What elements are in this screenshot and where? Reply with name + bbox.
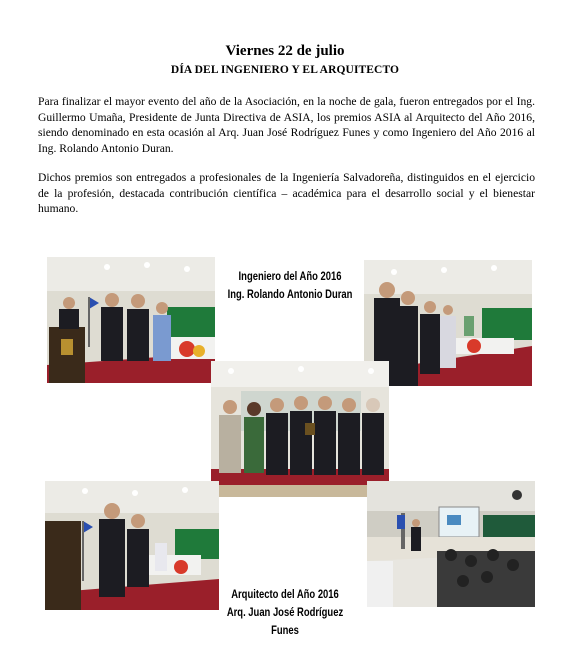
caption-architect bbox=[215, 586, 354, 640]
photo-award-handover bbox=[364, 260, 532, 386]
photo-award-architect bbox=[45, 481, 219, 610]
page-title: Viernes 22 de julio bbox=[225, 43, 345, 59]
caption-architect-title: Arquitecto del Año 2016 bbox=[231, 589, 339, 601]
photo-award-podium bbox=[47, 257, 215, 383]
photo-presentation bbox=[367, 481, 535, 607]
caption-engineer-title: Ingeniero del Año 2016 bbox=[238, 271, 342, 283]
paragraph-description: Dichos premios son entregados a profesionales de la Ingeniería Salvadoreña, distinguidos en el ejercicio de la profesión, destacada contribución científica – académica para el desarrollo social y el bienestar humano. bbox=[38, 171, 535, 216]
photo-group bbox=[211, 361, 389, 497]
caption-engineer bbox=[220, 268, 359, 304]
caption-engineer-name: Ing. Rolando Antonio Duran bbox=[227, 289, 353, 301]
page-subtitle: DÍA DEL INGENIERO Y EL ARQUITECTO bbox=[170, 64, 400, 76]
caption-architect-name: Arq. Juan José Rodríguez Funes bbox=[226, 607, 344, 637]
paragraph-intro: Para finalizar el mayor evento del año de la Asociación, en la noche de gala, fueron entregados por el Ing. Guillermo Umaña, Presidente de Junta Directiva de ASIA, los premios ASIA al Arquitecto del Año 2016, siendo denominado en esta ocasión al Arq. Juan José Rodríguez Funes y como Ingeniero del Año 2016 al Ing. Rolando Antonio Duran. bbox=[38, 95, 535, 155]
